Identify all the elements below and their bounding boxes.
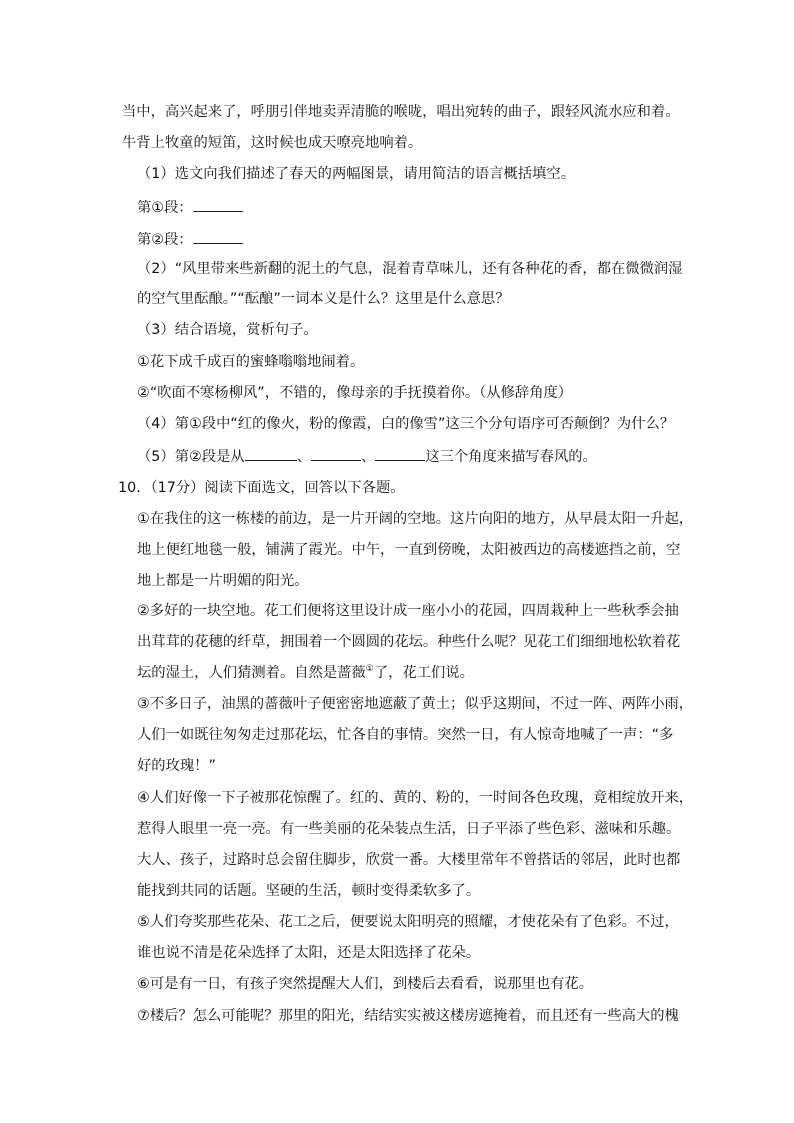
answer-label: 第①段： (137, 200, 193, 216)
q5-separator: 、 (296, 449, 311, 465)
answer-blank[interactable] (193, 197, 243, 212)
question-2: （2）“风里带来些新翻的泥土的气息，混着青草味儿，还有各种花的香，都在微微润湿 (137, 261, 683, 277)
article-line: ③不多日子，油黑的蔷薇叶子便密密地遮蔽了黄土；似乎这期间，不过一阵、两阵小雨， (137, 696, 694, 712)
q5-separator: 、 (361, 449, 376, 465)
article-line: ②多好的一块空地。花工们便将这里设计成一座小小的花园，四周栽种上一些秋季会抽 (137, 603, 679, 619)
prev-paragraph-line: 当中，高兴起来了，呼朋引伴地卖弄清脆的喉咙，唱出宛转的曲子，跟轻风流水应和着。 (122, 104, 680, 120)
article-line: 惹得人眼里一亮一亮。有一些美丽的花朵装点生活，日子平添了些色彩、滋味和乐趣。 (137, 821, 681, 837)
article-line: 大人、孩子，过路时总会留住脚步，欣赏一番。大楼里常年不曾搭话的邻居，此时也都 (137, 852, 681, 868)
prev-paragraph-line: 牛背上牧童的短笛，这时候也成天嘹亮地响着。 (122, 135, 423, 151)
article-line: 地上都是一片明媚的阳光。 (137, 573, 309, 589)
article-line: 能找到共同的话题。坚硬的生活，顿时变得柔软多了。 (137, 883, 481, 899)
question-2-cont: 的空气里酝酿。”“酝酿”一词本义是什么？这里是什么意思？ (137, 291, 510, 307)
question-1: （1）选文向我们描述了春天的两幅图景，请用简洁的语言概括填空。 (137, 166, 575, 182)
article-line: 好的玫瑰！” (137, 758, 216, 774)
article-line: 谁也说不清是花朵选择了太阳，还是太阳选择了花朵。 (137, 945, 481, 961)
article-line: ①在我住的这一栋楼的前边，是一片开阔的空地。这片向阳的地方，从早晨太阳一升起， (137, 511, 694, 527)
article-line: 人们一如既往匆匆走过那花坛，忙各自的事情。突然一日，有人惊奇地喊了一声：“多 (137, 727, 674, 743)
article-line: 出茸茸的花穗的纤草，拥围着一个圆圆的花坛。种些什么呢？见花工们细细地松软着花 (137, 634, 681, 650)
article-line: ⑤人们夸奖那些花朵、花工之后，便要说太阳明亮的照耀，才使花朵有了色彩。不过， (137, 914, 679, 930)
article-line: 地上便红地毯一般，铺满了霞光。中午，一直到傍晚，太阳被西边的高楼遮挡之前，空 (137, 542, 681, 558)
question-1-answer-b (137, 229, 243, 250)
answer-blank[interactable] (311, 446, 361, 461)
q5-prefix: （5）第②段是从 (137, 449, 245, 465)
question-4: （4）第①段中“红的像火，粉的像霞，白的像雪”这三个分句语序可否颠倒？为什么？ (137, 416, 675, 432)
answer-blank[interactable] (245, 446, 297, 461)
article-text: 了，花工们说。 (373, 665, 474, 681)
question-10-heading: 10．（17分）阅读下面选文，回答以下各题。 (118, 480, 405, 496)
article-line (137, 663, 474, 683)
article-text: 坛的湿土，人们猜测着。自然是蔷薇 (137, 665, 366, 681)
q5-suffix: 这三个角度来描写春风的。 (425, 449, 597, 465)
question-1-answer-a (137, 197, 243, 218)
question-3-item-2: ②“吹面不寒杨柳风”，不错的，像母亲的手抚摸着你。（从修辞角度） (137, 385, 573, 401)
answer-blank[interactable] (375, 446, 425, 461)
question-5 (137, 446, 597, 467)
article-line: ⑦楼后？怎么可能呢？那里的阳光，结结实实被这楼房遮掩着，而且还有一些高大的槐 (137, 1008, 679, 1024)
answer-label: 第②段： (137, 232, 193, 248)
question-3: （3）结合语境，赏析句子。 (137, 322, 318, 338)
footnote-marker[interactable]: ① (365, 664, 374, 675)
article-line: ⑥可是有一日，有孩子突然提醒大人们，到楼后去看看，说那里也有花。 (137, 976, 594, 992)
article-line: ④人们好像一下子被那花惊醒了。红的、黄的、粉的，一时间各色玫瑰，竟相绽放开来， (137, 790, 694, 806)
question-3-item-1: ①花下成千成百的蜜蜂嗡嗡地闹着。 (137, 354, 365, 370)
answer-blank[interactable] (193, 229, 243, 244)
